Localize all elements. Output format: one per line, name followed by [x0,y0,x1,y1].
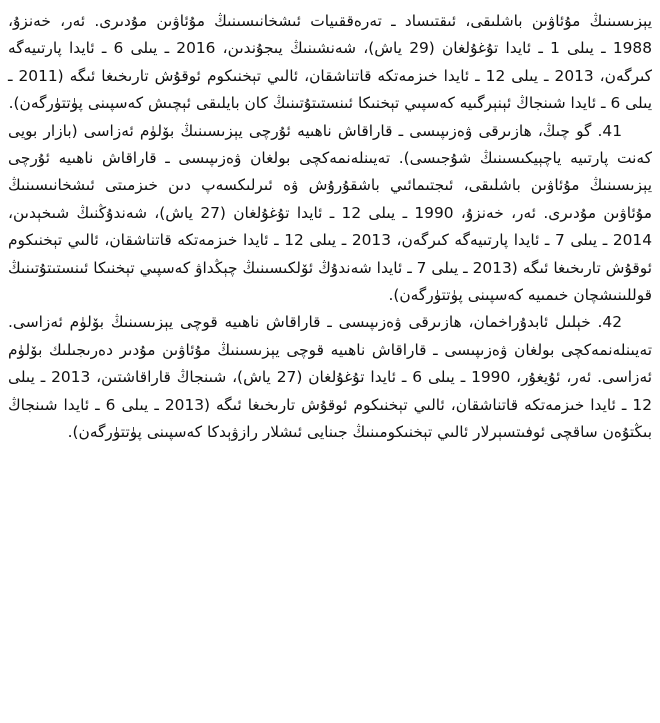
paragraph-item-41: 41. گو چىڭ، ھازىرقى ۋەزىپىسى ـ قاراقاش ناھىيە ئۇرچى يېزىسىنىڭ بۆلۈم ئەزاسى (بازار بويى كەنت پارتىيە ياچېيكىسىنىڭ شۇجىسى). تەيىنلەنمەكچى بولغان ۋەزىپىسى ـ قاراقاش ناھىيە ئۇرچى يېزىسىنىڭ مۇئاۋىن باشلىقى، ئىجتىمائىي باشقۇرۇش ۋە ئىرلىكسەپ دىن خىزمىتى ئىشخانىسىنىڭ مۇئاۋىن مۇدىرى. ئەر، خەنزۇ، 1990 ـ يىلى 12 ـ ئايدا تۇغۇلغان (27 ياش)، شەندۇڭنىڭ شىخېدىن، 2014 ـ يىلى 7 ـ ئايدا پارتىيەگە كىرگەن، 2013 ـ يىلى 12 ـ ئايدا خىزمەتكە قاتناشقان، ئالىي تېخنىكوم ئوقۇش تارىخىغا ئىگە (2013 ـ يىلى 7 ـ ئايدا شەندۇڭ ئۆلكىسىنىڭ چېڭداۋ كەسپىي تېخنىكا ئىنستىتۇتىنىڭ قوللىنىشچان خىمىيە كەسپىنى پۈتتۈرگەن). [8,121,652,305]
paragraph-continuation: يېزىسىنىڭ مۇئاۋىن باشلىقى، ئىقتىساد ـ تەرەققىيات ئىشخانىسىنىڭ مۇئاۋىن مۇدىرى. ئەر، خەنزۇ، 1988 ـ يىلى 1 ـ ئايدا تۇغۇلغان (29 ياش)، شەنشىنىڭ يىجۇندىن، 2016 ـ يىلى 6 ـ ئايدا پارتىيەگە كىرگەن، 2013 ـ يىلى 12 ـ ئايدا خىزمەتكە قاتناشقان، ئالىي تېخنىكوم ئوقۇش تارىخىغا ئىگە (2011 ـ يىلى 6 ـ ئايدا شىنجاڭ ئېنېرگىيە كەسپىي تېخنىكا ئىنستىتۇتىنىڭ كان بايلىقى ئېچىش كەسپىنى پۈتتۈرگەن). [8,12,652,113]
paragraph-item-42: 42. خېلىل ئابدۇراخمان، ھازىرقى ۋەزىپىسى ـ قاراقاش ناھىيە قوچى يېزىسىنىڭ بۆلۈم ئەزاسى. تەيىنلەنمەكچى بولغان ۋەزىپىسى ـ قاراقاش ناھىيە قوچى يېزىسىنىڭ مۇئاۋىن مۇدىر دەرىجىلىك بۆلۈم ئەزاسى. ئەر، ئۇيغۇر، 1990 ـ يىلى 6 ـ ئايدا تۇغۇلغان (27 ياش)، شىنجاڭ قاراقاشتىن، 2013 ـ يىلى 12 ـ ئايدا خىزمەتكە قاتناشقان، ئالىي تېخنىكوم ئوقۇش تارىخىغا ئىگە (2013 ـ يىلى 6 ـ ئايدا شىنجاڭ بىڭتۇەن ساقچى ئوفىتسېرلار ئالىي تېخنىكومىنىڭ جىنايى ئىشلار رازۋېدكا كەسپىنى پۈتتۈرگەن). [8,313,653,442]
